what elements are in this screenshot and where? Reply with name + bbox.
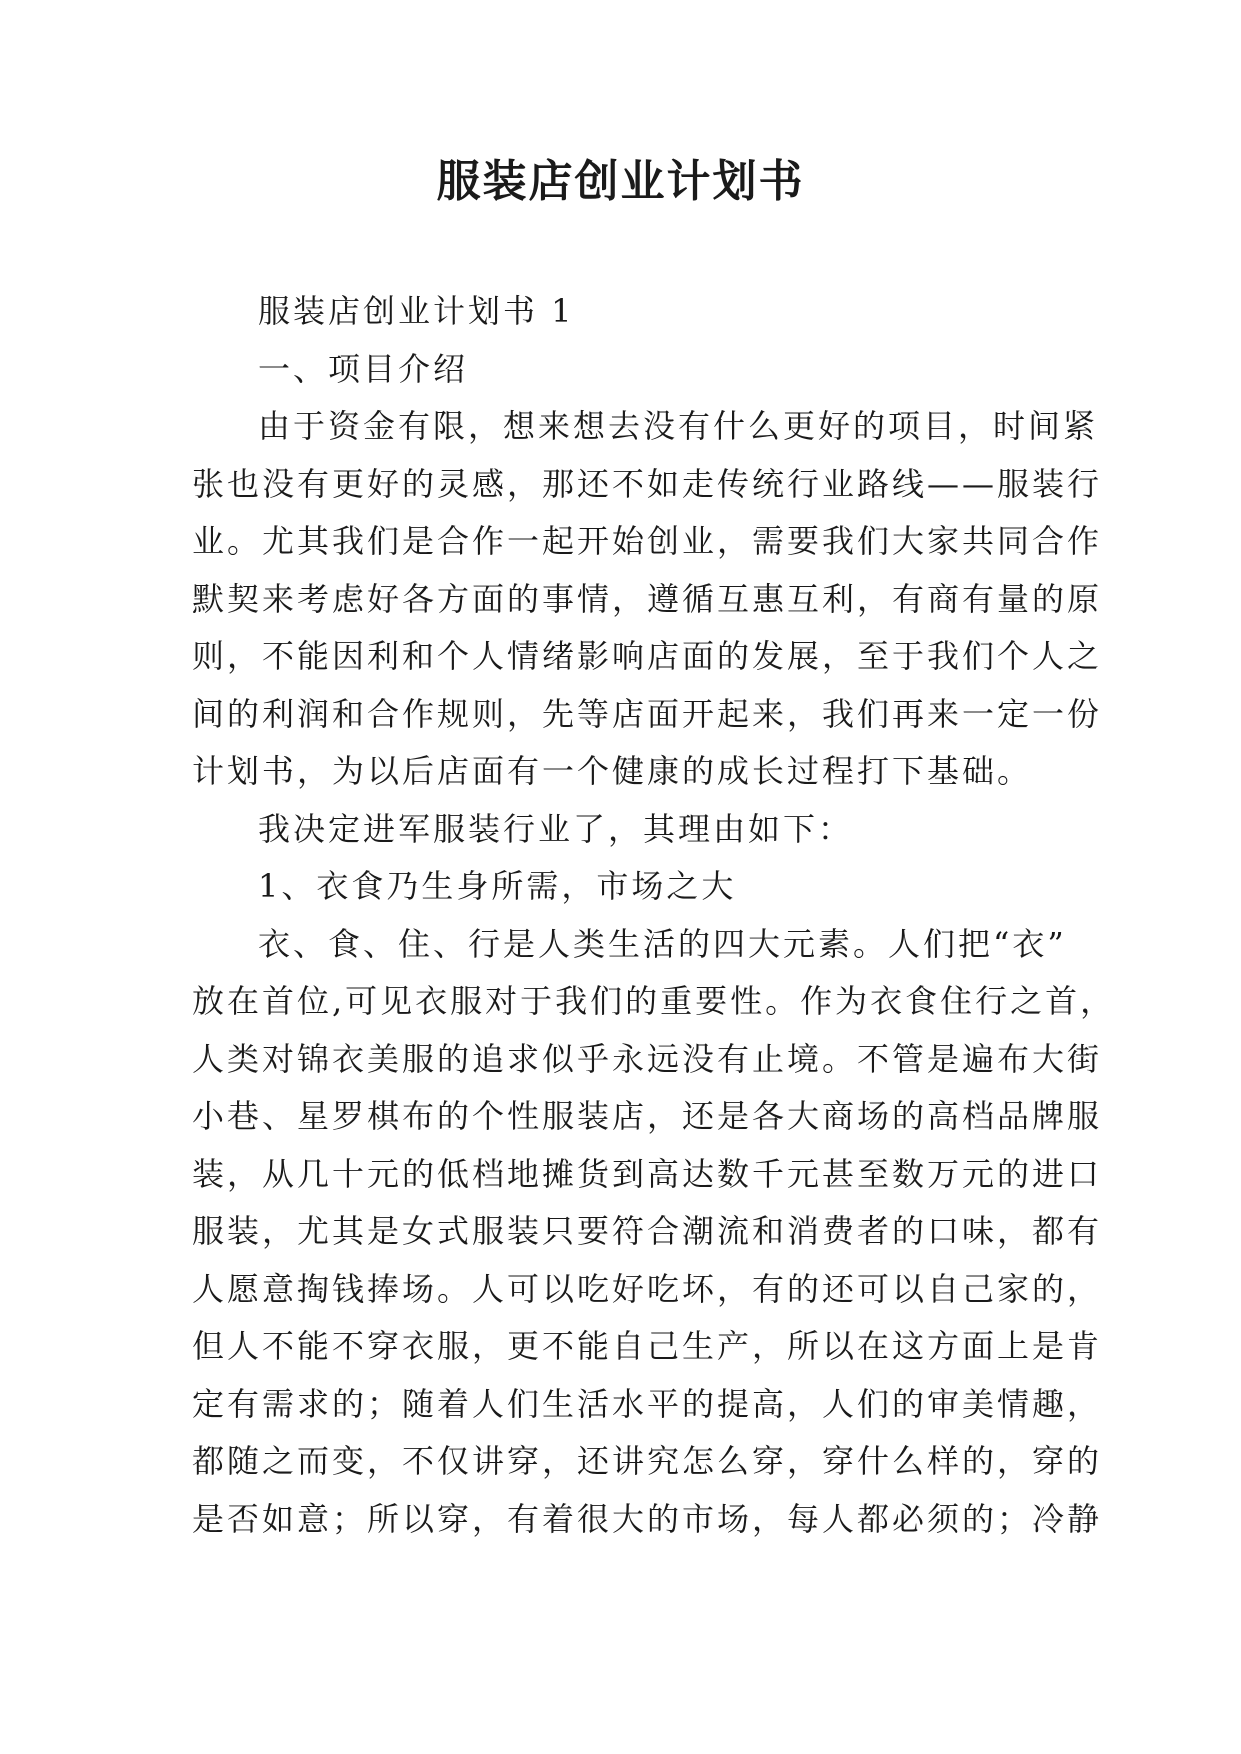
paragraph-line: 小巷、星罗棋布的个性服装店，还是各大商场的高档品牌服 xyxy=(192,1097,1103,1135)
paragraph-line: 默契来考虑好各方面的事情，遵循互惠互利，有商有量的原 xyxy=(192,579,1103,618)
paragraph-line: 计划书，为以后店面有一个健康的成长过程打下基础。 xyxy=(192,752,1033,790)
paragraph-line: 则，不能因利和个人情绪影响店面的发展，至于我们个人之 xyxy=(192,637,1103,675)
paragraph-line: 但人不能不穿衣服，更不能自己生产，所以在这方面上是肯 xyxy=(192,1327,1103,1365)
paragraph-line: 张也没有更好的灵感，那还不如走传统行业路线——服装行 xyxy=(192,464,1103,503)
paragraph-line: 人愿意掏钱捧场。人可以吃好吃坏，有的还可以自己家的， xyxy=(192,1269,1103,1308)
section-title: 服装店创业计划书 1 xyxy=(258,292,575,330)
paragraph-line: 业。尤其我们是合作一起开始创业，需要我们大家共同合作 xyxy=(192,522,1103,560)
paragraph-line: 由于资金有限，想来想去没有什么更好的项目，时间紧 xyxy=(258,407,1099,445)
paragraph-line: 装，从几十元的低档地摊货到高达数千元甚至数万元的进口 xyxy=(192,1154,1103,1193)
paragraph-line: 间的利润和合作规则，先等店面开起来，我们再来一定一份 xyxy=(192,694,1103,733)
paragraph-line: 服装，尤其是女式服装只要符合潮流和消费者的口味，都有 xyxy=(192,1212,1103,1250)
heading-project-intro: 一、项目介绍 xyxy=(258,349,469,388)
document-body xyxy=(192,283,1116,1548)
paragraph-line: 是否如意；所以穿，有着很大的市场，每人都必须的；冷静 xyxy=(192,1499,1103,1538)
paragraph-line: 人类对锦衣美服的追求似乎永远没有止境。不管是遍布大街 xyxy=(192,1039,1103,1078)
paragraph-line: 衣、食、住、行是人类生活的四大元素。人们把“衣” xyxy=(258,924,1067,963)
paragraph-line: 放在首位,可见衣服对于我们的重要性。作为衣食住行之首， xyxy=(192,982,1116,1020)
document-title: 服装店创业计划书 xyxy=(436,156,805,207)
paragraph-line: 都随之而变，不仅讲穿，还讲究怎么穿，穿什么样的，穿的 xyxy=(192,1442,1103,1480)
paragraph-line: 我决定进军服装行业了，其理由如下： xyxy=(258,809,854,848)
paragraph-line: 定有需求的；随着人们生活水平的提高，人们的审美情趣， xyxy=(192,1384,1103,1423)
subheading-market: 1、衣食乃生身所需，市场之大 xyxy=(258,867,737,905)
